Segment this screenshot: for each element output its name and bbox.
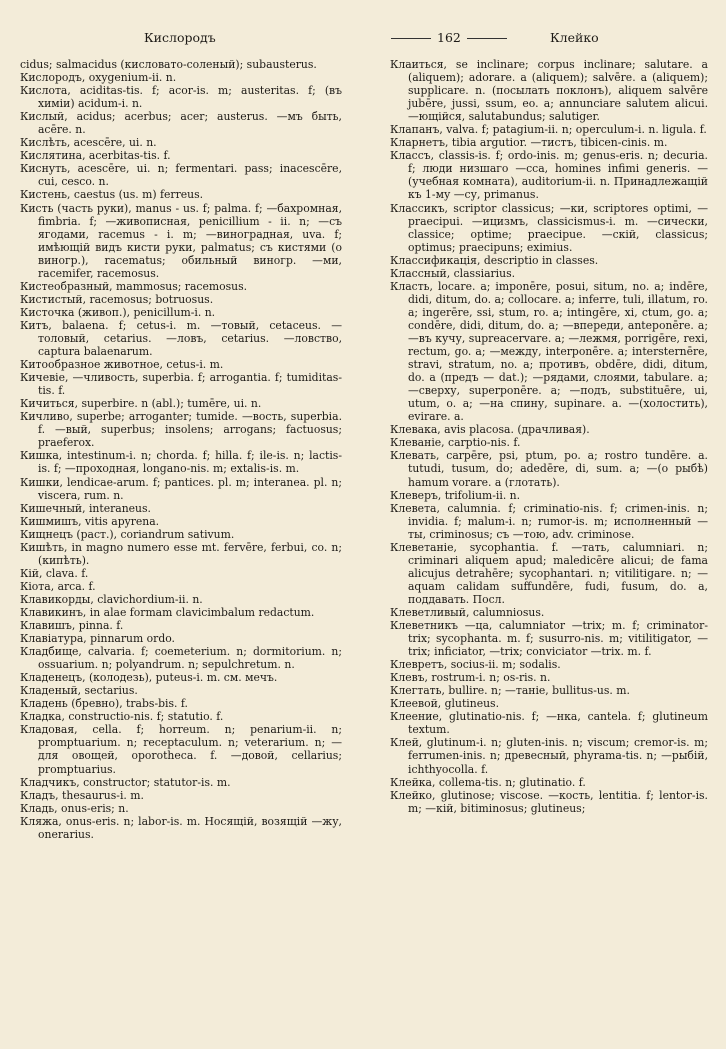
dictionary-entry: Кислота, aciditas-tis. f; acor-is. m; austeritas. f; (въ химіи) acidum-i. n. [20,84,342,111]
dictionary-entry: Клавіатура, pinnarum ordo. [20,632,175,646]
dictionary-entry: Кистень, caestus (us. m) ferreus. [20,188,204,202]
dictionary-entry: Кислѣть, acescēre, ui. n. [20,136,157,150]
dictionary-entry: Китообразное животное, cetus-i. m. [20,358,224,372]
dictionary-entry: Кишѣть, in magno numero esse mt. fervēre, ferbui, co. n; (кипѣть). [20,540,342,567]
dictionary-entry: Класть, locare. a; imponēre, posui, situm, no. a; indēre, didi, ditum, do. a; collocare. a; inferre, tuli, illatum, ro. a; ingerēre, ssi, stum, ro. a; intingēre, xi, ctum, go. a; condēre, didi, ditum, do. a; —впереди, anteponēre. a; —въ кучу, supreacervare. a; —лежмя, porrigēre, rexi, rectum, go. a; —между, interponēre. a; intersternēre, stravi, stratum, no. a; противъ, obdēre, didi, ditum, do. a (предъ — dat.); —рядами, слоями, tabulare. a; —сверху, superponēre. a; —подъ, substituēre, ui, utum, o. a; —на спину, supinare. a. —(холостить), evirare. a. [390,279,708,424]
dictionary-entry: Клевать, carpēre, psi, ptum, po. a; rostro tundēre. a. tutudi, tusum, do; adedēre, di, sum. a; —(о рыбѣ) hamum vorare. a (глотать). [390,449,708,489]
dictionary-entry: Кичевіе, —чливость, superbia. f; arrogantia. f; tumiditas-tis. f. [20,371,342,398]
running-head-left: Кислородъ [144,30,216,45]
dictionary-entry: Кищнецъ (раст.), coriandrum sativum. [20,527,235,541]
dictionary-entry: Кислородъ, oxygenium-ii. n. [20,71,177,85]
dictionary-entry: Кладъ, thesaurus-i. m. [20,788,144,802]
dictionary-entry: Клевака, avis placosa. (драчливая). [390,423,590,437]
dictionary-entry: Кисточка (живоп.), penicillum-i. n. [20,305,216,319]
dictionary-entry: Классъ, classis-is. f; ordo-inis. m; genus-eris. n; decuria. f; люди низшаго —сса, homines infimi generis. — (учебная комната), auditorium-ii. n. Принадлежащій къ 1-му —су, primanus. [390,149,708,202]
running-head-right: Клейко [550,30,599,45]
dictionary-entry: Киснуть, acescēre, ui. n; fermentari. pass; inacescēre, cui, cesco. n. [20,162,342,189]
dictionary-entry: Кладеный, sectarius. [20,684,138,698]
dictionary-entry: Клейко, glutinose; viscose. —кость, lentitia. f; lentor-is. m; —кій, bitiminosus; glutineus; [390,788,708,815]
dictionary-entry: Клавикорды, clavichordium-ii. n. [20,592,203,606]
dictionary-entry: Клеение, glutinatio-nis. f; —нка, cantela. f; glutineum textum. [390,710,708,737]
dictionary-entry: Кладка, constructio-nis. f; statutio. f. [20,710,224,724]
dictionary-entry: Кладь, onus-eris; n. [20,801,129,815]
dictionary-entry: Клавикинъ, in alae formam clavicimbalum redactum. [20,605,315,619]
dictionary-entry: Кладень (бревно), trabs-bis. f. [20,697,188,711]
dictionary-entry: Клеветливый, calumniosus. [390,605,545,619]
dictionary-entry: Клапанъ, valva. f; patagium-ii. n; operculum-i. n. ligula. f. [390,123,707,137]
dictionary-entry: Кисть (часть руки), manus - us. f; palma. f; —бахромная, fimbria. f; —живописная, penicillium - ii. n; —съ ягодами, racemus - i. m; —виноградная, uva. f; имѣющій видъ кисти руки, palmatus; съ кистями (о виногр.), racematus; обильный виногр. —ми, racemifer, racemosus. [20,201,342,280]
dictionary-entry: cidus; salmacidus (кисловато-соленый); subausterus. [20,58,317,71]
dictionary-entry: Классификація, descriptio in classes. [390,253,599,267]
dictionary-entry: Кіота, arca. f. [20,579,96,593]
dictionary-entry: Клеванiе, carptio-nis. f. [390,436,521,450]
dictionary-entry: Кичиться, superbire. n (abl.); tumēre, ui. n. [20,397,262,411]
dictionary-entry: Кладовая, cella. f; horreum. n; penarium-ii. n; promptuarium. n; receptaculum. n; veterarium. n; —для овощей, oporotheca. f. —довой, cellarius; promptuarius. [20,723,342,776]
dictionary-entry: Классный, classiarius. [390,266,516,280]
page-number: 162 [385,30,513,45]
dictionary-entry: Клеветаніе, sycophantia. f. —тать, calumniari. n; criminari aliquem apud; maledicēre alicui; de fama alicujus detrahēre; sycophantari. n; vitilitigare. n; —aquam calidam suffundēre, fudi, fusum, do. a, поддавать. Посл. [390,540,708,606]
dictionary-entry: Клавишъ, pinna. f. [20,619,124,633]
dictionary-entry: Клеверъ, trifolium-ii. n. [390,488,521,502]
dictionary-entry: Клевъ, rostrum-i. n; os-ris. n. [390,671,551,685]
dictionary-entry: Кишмишъ, vitis apyrena. [20,514,160,528]
dictionary-entry: Кишки, lendicae-arum. f; pantices. pl. m; interanea. pl. n; viscera, rum. n. [20,475,342,502]
dictionary-entry: Кичливо, superbe; arroganter; tumide. —вость, superbia. f. —вый, superbus; insolens; arrogans; factuosus; praeferox. [20,410,342,450]
page-header [70,30,706,48]
dictionary-entry: Кладбище, calvaria. f; coemeterium. n; dormitorium. n; ossuarium. n; polyandrum. n; sepulchretum. n. [20,645,342,672]
dictionary-entry: Кишка, intestinum-i. n; chorda. f; hilla. f; ile-is. n; lactis-is. f; —проходная, longano-nis. m; extalis-is. m. [20,449,342,476]
dictionary-entry: Кистеобразный, mammosus; racemosus. [20,279,248,293]
dictionary-entry: Китъ, balaena. f; cetus-i. m. —товый, cetaceus. —толовый, cetarius. —ловъ, cetarius. —ловство, captura balaenarum. [20,318,342,359]
dictionary-entry: Кладенецъ, (колодезь), puteus-i. m. см. мечъ. [20,671,278,685]
dictionary-entry: Клеветникъ —ца, calumniator —trix; m. f; criminator-trix; sycophanta. m. f; susurro-nis. m; vitilitigator, —trix; inficiator, —trix; conviciator —trix. m. f. [390,619,708,659]
dictionary-entry: Кистистый, racemosus; botruosus. [20,292,214,306]
dictionary-entry: Кишечный, interaneus. [20,501,151,515]
dictionary-entry: Клей, glutinum-i. n; gluten-inis. n; viscum; cremor-is. m; ferrumen-inis. n; древесный, phyrama-tis. n; —рыбій, ichthyocolla. f. [390,736,708,776]
dictionary-entry: Клеевой, glutineus. [390,697,500,711]
dictionary-entry: Кладчикъ, constructor; statutor-is. m. [20,775,231,789]
dictionary-entry: Клевета, calumnia. f; criminatio-nis. f; crimen-inis. n; invidia. f; malum-i. n; rumor-is. m; исполненный —ты, criminosus; съ —тою, adv. criminose. [390,501,708,541]
left-column [20,58,342,841]
dictionary-entry: Кляжа, onus-eris. n; labor-is. m. Носящій, возящій —жу, onerarius. [20,814,342,841]
dictionary-entry: Клаиться, se inclinare; corpus inclinare; salutare. a (aliquem); adorare. a (aliquem); salvēre. a (aliquem); supplicare. n. (посылать поклонъ), aliquem salvēre jubēre, jussi, ssum, eo. a; annunciare salutem alicui. —ющійся, salutabundus; salutiger. [390,58,708,124]
dictionary-entry: Кислятина, acerbitas-tis. f. [20,149,171,163]
dictionary-entry: Клевретъ, socius-ii. m; sodalis. [390,658,561,672]
dictionary-entry: Клегтать, bullire. n; —танiе, bullitus-us. m. [390,684,630,698]
dictionary-entry: Кислый, acidus; acerbus; acer; austerus. —мъ быть, acēre. n. [20,110,342,137]
dictionary-entry: Кларнетъ, tibia argutior. —тистъ, tibicen-cinis. m. [390,136,668,150]
right-column [390,58,708,815]
dictionary-entry: Классикъ, scriptor classicus; —ки, scriptores optimi, —praecipui. —ицизмъ, classicismus-i. m. —сически, classice; optime; praecipue. —скій, classicus; optimus; praecipuns; eximius. [390,201,708,254]
dictionary-entry: Кій, clava. f. [20,566,89,580]
dictionary-entry: Клейка, collema-tis. n; glutinatio. f. [390,775,586,789]
